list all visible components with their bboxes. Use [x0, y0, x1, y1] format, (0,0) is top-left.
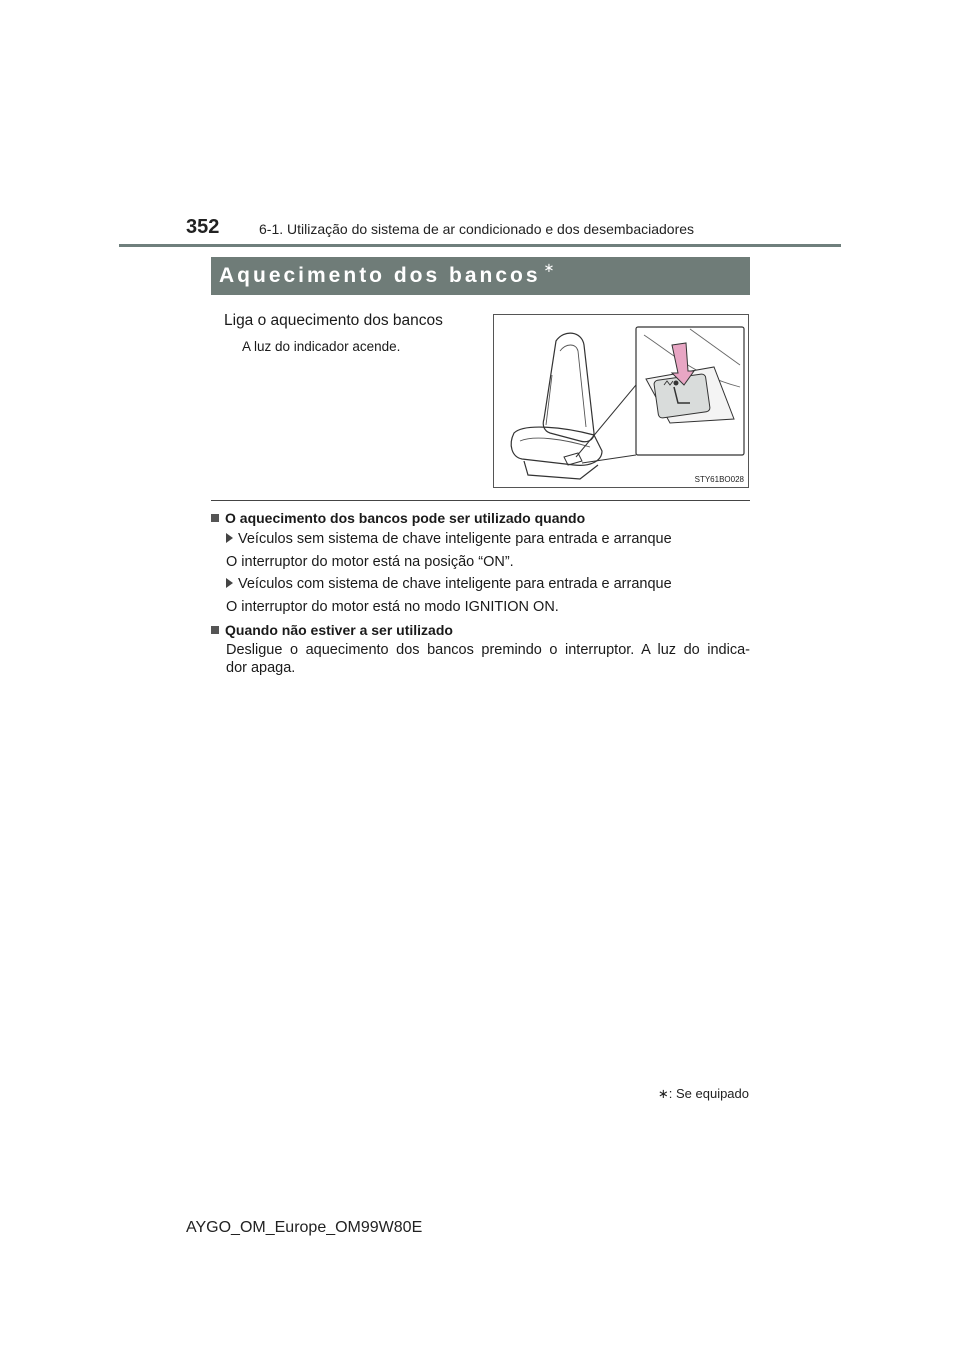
usable-heading: O aquecimento dos bancos pode ser utilizado quando [225, 510, 586, 526]
equipped-star-icon: ∗ [657, 1086, 669, 1101]
footnote [658, 1086, 749, 1102]
seat-heater-illustration [493, 314, 749, 488]
header-rule [119, 244, 841, 247]
not-used-line2: dor apaga. [226, 660, 296, 676]
chapter-title: 6-1. Utilização do sistema de ar condicionado e dos desembaciadores [259, 221, 695, 237]
triangle-bullet-icon [226, 533, 233, 543]
section-header [211, 257, 750, 295]
item-label: Veículos com sistema de chave inteligente para entrada e arranque [238, 576, 672, 592]
not-used-line1: Desligue o aquecimento dos bancos premindo o interruptor. A luz do indica- [226, 642, 750, 658]
item-text: O interruptor do motor está na posição “ON”. [226, 554, 514, 570]
equipped-star-icon: ∗ [543, 260, 555, 275]
footnote-text: : Se equipado [668, 1086, 749, 1101]
content-divider [211, 500, 750, 501]
item-text: O interruptor do motor está no modo IGNITION ON. [226, 599, 559, 615]
square-bullet-icon [211, 514, 219, 522]
not-used-heading-row [211, 622, 453, 638]
page-number: 352 [186, 216, 220, 238]
square-bullet-icon [211, 626, 219, 634]
seat-icon [494, 315, 748, 487]
list-item [226, 576, 672, 592]
usable-heading-row [211, 510, 585, 526]
step-subtext: A luz do indicador acende. [242, 339, 401, 354]
section-title: Aquecimento dos bancos [219, 264, 541, 287]
illustration-code: STY61BO028 [694, 475, 744, 484]
list-item [226, 531, 672, 547]
triangle-bullet-icon [226, 578, 233, 588]
footer-document-id: AYGO_OM_Europe_OM99W80E [186, 1219, 423, 1236]
item-label: Veículos sem sistema de chave inteligente para entrada e arranque [238, 531, 672, 547]
not-used-heading: Quando não estiver a ser utilizado [225, 622, 453, 638]
step-text: Liga o aquecimento dos bancos [224, 312, 443, 329]
